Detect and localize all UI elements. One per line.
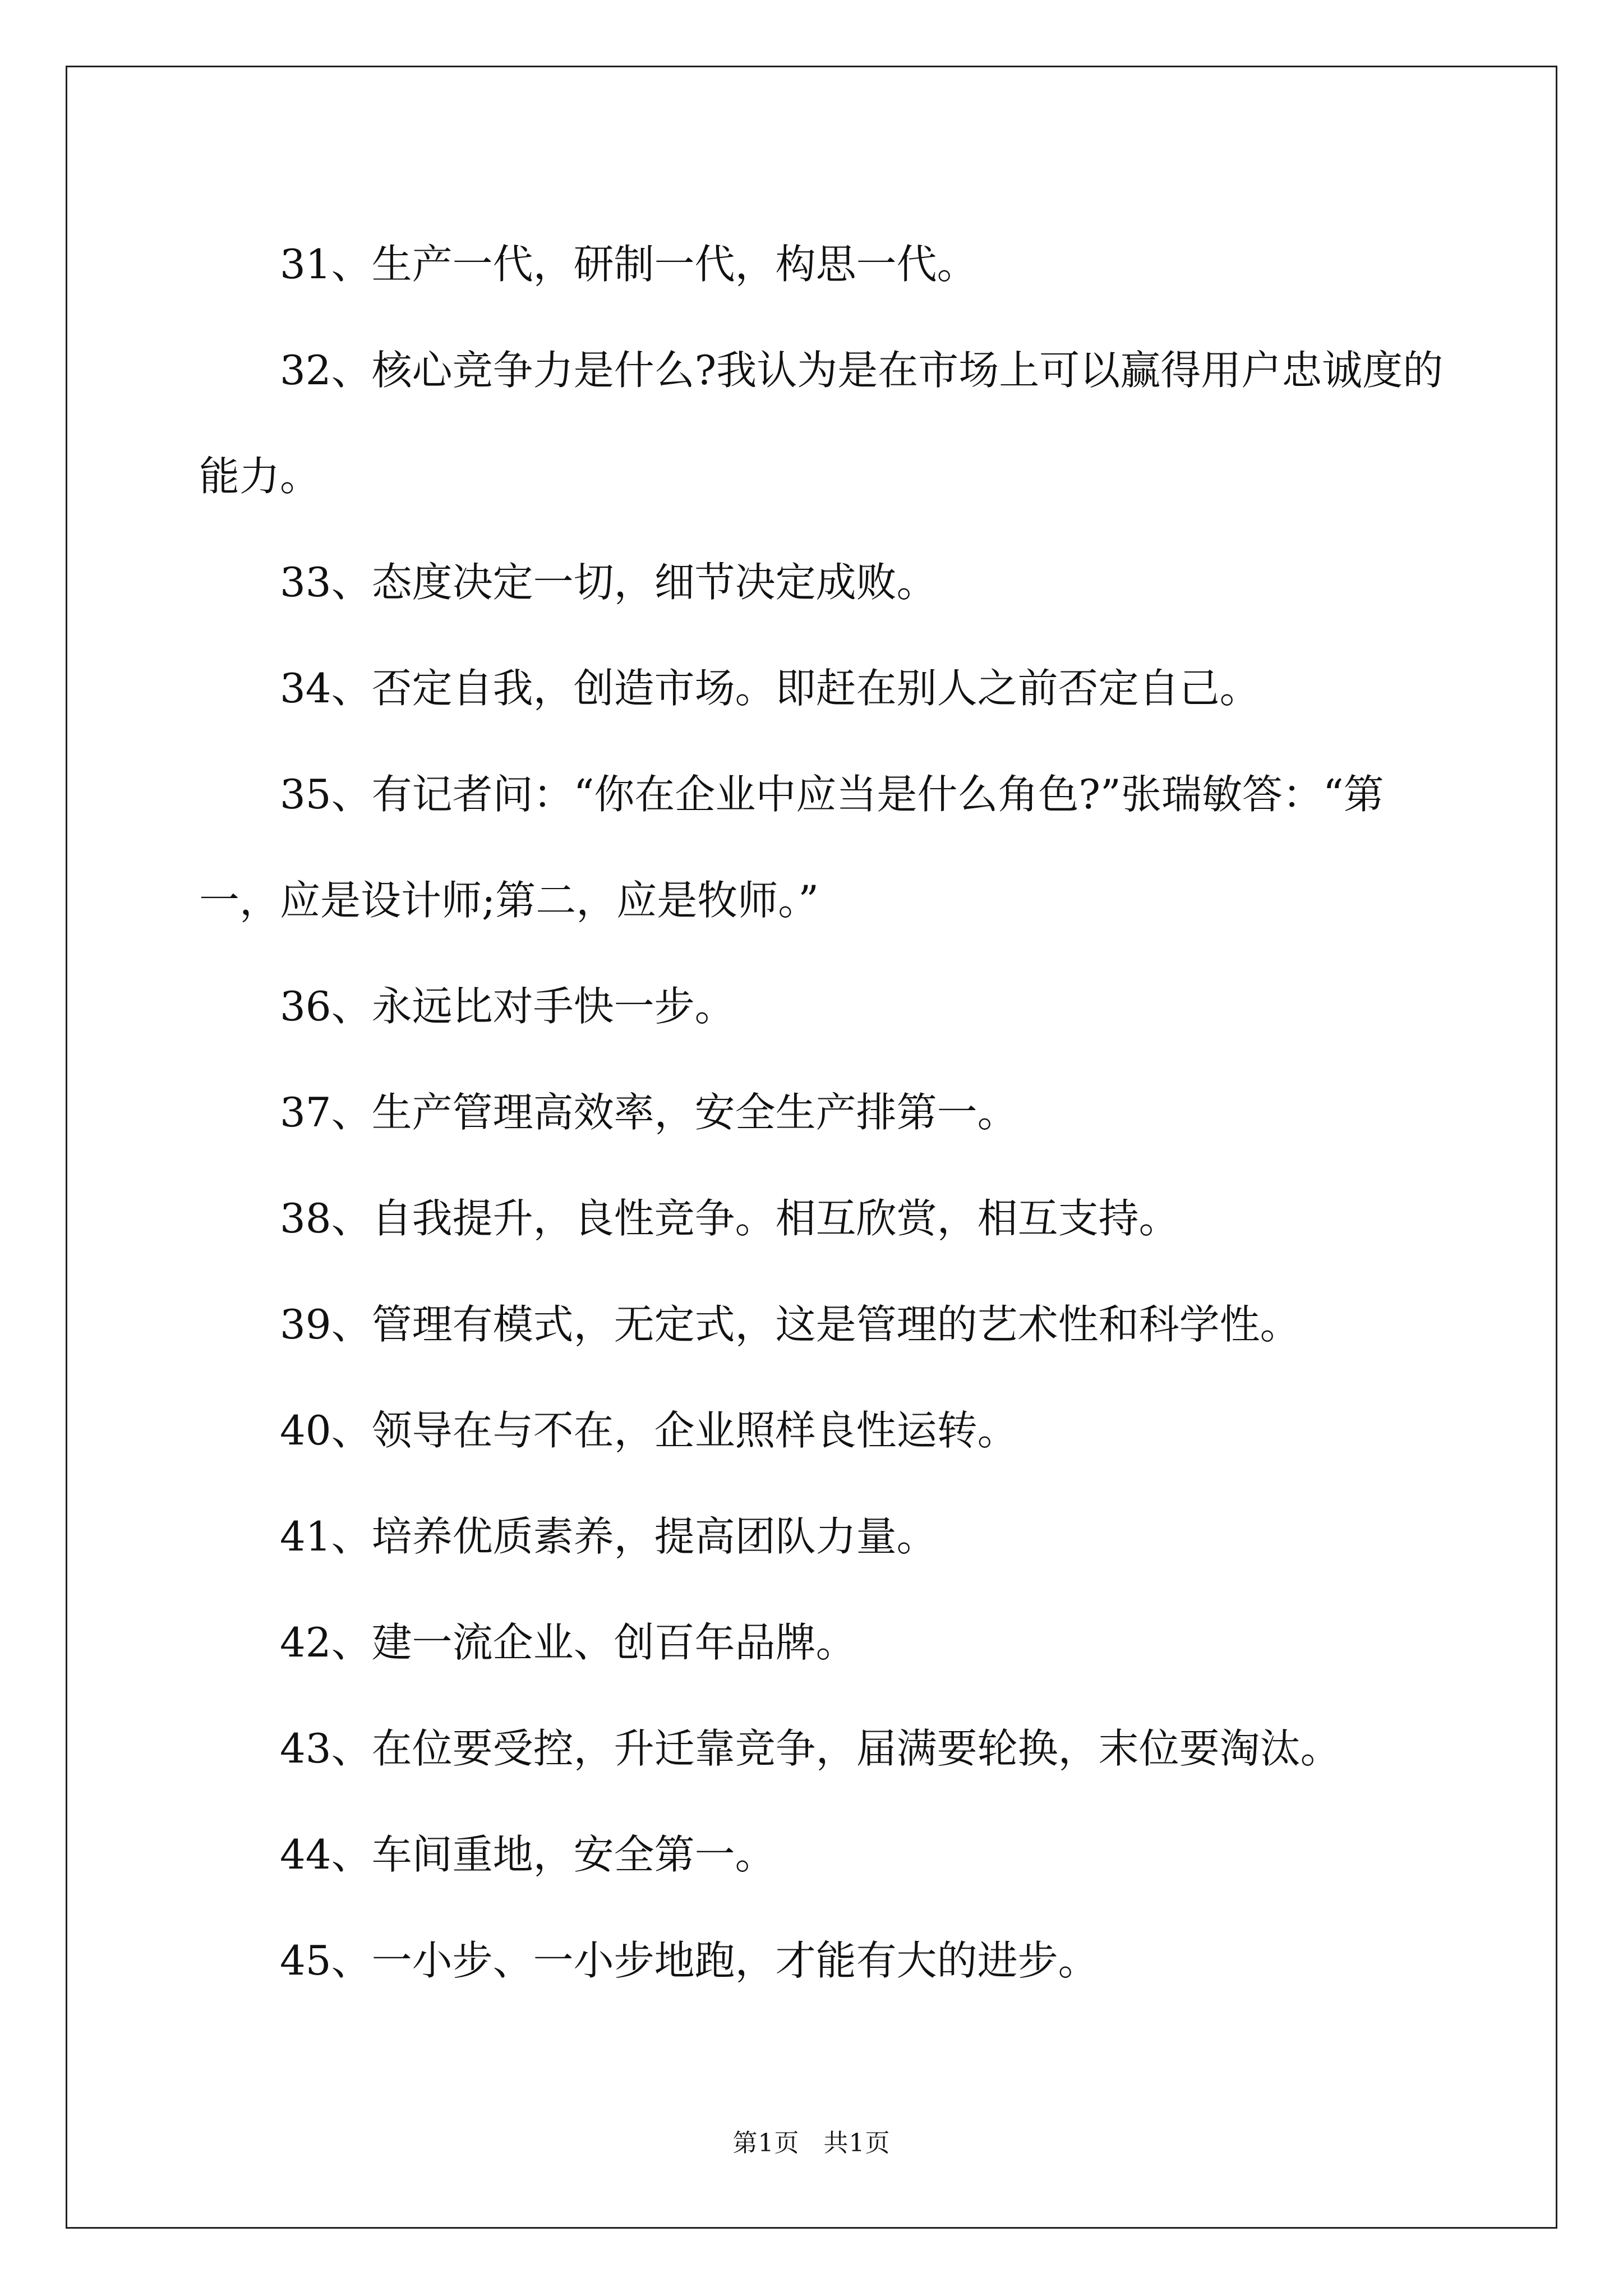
item-line: 33、态度决定一切，细节决定成败。 <box>280 559 937 606</box>
item-line: 36、永远比对手快一步。 <box>280 983 735 1030</box>
item-31 <box>199 211 1450 318</box>
item-32 <box>199 318 1450 530</box>
page-number: 第1页 <box>732 2129 800 2157</box>
item-line: 43、在位要受控，升迁靠竞争，届满要轮换，末位要淘汰。 <box>280 1725 1341 1772</box>
item-line: 34、否定自我，创造市场。即赶在别人之前否定自己。 <box>280 665 1260 712</box>
item-45 <box>199 1908 1450 2014</box>
item-line: 32、核心竞争力是什么?我认为是在市场上可以赢得用户忠诚度的 <box>280 347 1444 394</box>
item-line: 41、培养优质素养，提高团队力量。 <box>280 1513 937 1560</box>
item-line: 44、车间重地，安全第一。 <box>280 1831 776 1878</box>
item-33 <box>199 530 1450 636</box>
item-39 <box>199 1272 1450 1378</box>
page-footer <box>0 2123 1623 2159</box>
item-line-continued: 一，应是设计师;第二，应是牧师。” <box>199 877 819 924</box>
document-body <box>199 211 1450 2014</box>
page-total: 共1页 <box>823 2129 891 2157</box>
item-40 <box>199 1378 1450 1484</box>
item-line: 38、自我提升，良性竞争。相互欣赏，相互支持。 <box>280 1195 1179 1242</box>
item-37 <box>199 1060 1450 1166</box>
item-38 <box>199 1166 1450 1272</box>
item-line: 42、建一流企业、创百年品牌。 <box>280 1619 856 1666</box>
item-35 <box>199 742 1450 954</box>
item-line: 45、一小步、一小步地跑，才能有大的进步。 <box>280 1937 1099 1984</box>
item-line: 31、生产一代，研制一代，构思一代。 <box>280 241 978 288</box>
item-43 <box>199 1696 1450 1802</box>
item-41 <box>199 1484 1450 1590</box>
item-34 <box>199 636 1450 742</box>
item-line: 40、领导在与不在，企业照样良性运转。 <box>280 1407 1018 1454</box>
item-line-continued: 能力。 <box>199 453 321 500</box>
item-line: 35、有记者问：“你在企业中应当是什么角色?”张瑞敏答：“第 <box>280 771 1384 818</box>
item-42 <box>199 1590 1450 1696</box>
item-36 <box>199 954 1450 1060</box>
item-line: 37、生产管理高效率，安全生产排第一。 <box>280 1089 1018 1136</box>
item-44 <box>199 1802 1450 1908</box>
item-line: 39、管理有模式，无定式，这是管理的艺术性和科学性。 <box>280 1301 1301 1348</box>
